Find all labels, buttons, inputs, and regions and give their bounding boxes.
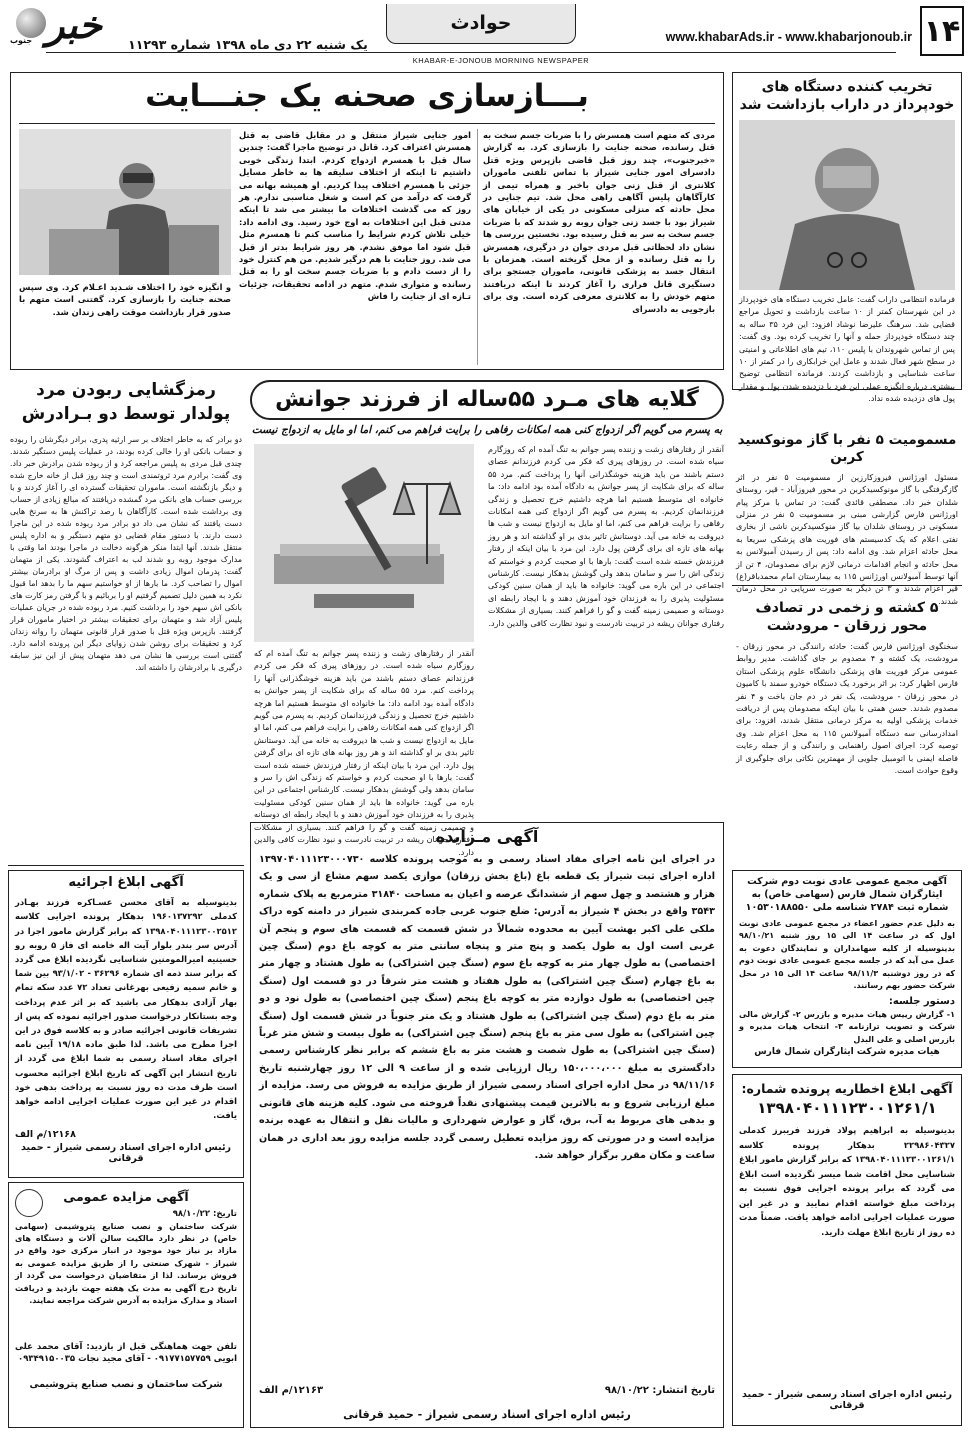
website: www.khabarAds.ir - www.khabarjonoub.ir	[665, 30, 912, 44]
page-number: ۱۴	[920, 6, 964, 56]
auction-signer: رئیس اداره اجرای اسناد رسمی شیراز - حمید قرقانی	[343, 1408, 631, 1421]
right-story3-title: ۵ کشته و زخمی در تصادف محور زرقان - مرودشت	[755, 600, 939, 634]
notice-left1-title: آگهی ابلاغ اجرائیه	[68, 875, 184, 890]
logo-sub: جنوب	[10, 36, 33, 45]
notice-left1	[8, 870, 244, 1178]
right-story1-title: تخریب کننده دستگاه های خودپرداز در داراب بازداشت شد	[739, 79, 955, 113]
right-story3-body: سخنگوی اورژانس فارس گفت: حادثه رانندگی در محور زرقان - مرودشت، یک کشته و ۴ مصدوم بر جای گذاشت. مدیر روابط عمومی مرکز فوریت های پزشکی دانشگاه علوم پزشکی استان فارس اظهار کرد: بر اثر برخورد یک دستگاه خودرو سمند با کامیون در محور زرقان - مرودشت، یک نفر در دم جان باخت و ۴ نفر مصدوم شدند. حسن همتی با بیان اینکه مصدومان پس از دریافت خدمات پزشکی اولیه به مرکز درمانی منتقل شدند، افزود: برای امدادرسانی سه دستگاه آمبولانس ۱۱۵ به محل اعزام شد. وی توصیه کرد: اجرای اصول راهنمایی و رانندگی و از جمله رعایت فاصله ایمنی با اتومبیل جلویی از مهمترین نکاتی برای جلوگیری از وقوع حوادث است.	[736, 642, 958, 776]
auction-number: ۱۲۱۶۳/م الف	[259, 1385, 324, 1396]
left-story-title: رمزگشایی ربودن مرد پولدار توسط دو بـرادرش	[21, 380, 231, 424]
left-story-body: دو برادر که به خاطر اختلاف بر سر ارثیه پدری، برادر دیگرشان را ربوده و حساب بانکی او را خالی کرده بودند، در عملیات پلیس دستگیر شدند. چندی قبل مردی به پلیس مراجعه کرد و از ربوده شدن برادرش خبر داد. وی گفت: برادرم مرد ثروتمندی است و چند روز قبل از خانه خارج شده و دیگر بازنگشته است. ماموران تحقیقات گسترده ای را آغاز کردند و با بررسی حساب های بانکی مرد گمشده دریافتند که مبالغ زیادی از حساب وی برداشت شده است. کارآگاهان با رصد تراکنش ها به سرنخ هایی دست یافتند که نشان می داد دو برادر مرد ربوده شده در این ماجرا دست دارند. با دستور مقام قضایی دو متهم دستگیر و به اداره پلیس منتقل شدند. آنها ابتدا منکر هرگونه دخالت در ماجرا بودند اما وقتی با مدارک موجود روبه رو شدند لب به اعتراف گشودند. یکی از متهمان گفت: پدرمان اموال زیادی داشت و پس از مرگ او برادرمان بیشتر اموال را تصاحب کرد. ما بارها از او خواستیم سهم ما را بدهد اما قبول نکرد به همین دلیل تصمیم گرفتیم او را بربائیم و با گرفتن رمز کارت های بانکی اش سهم خود را برداشت کنیم. مرد ربوده شده در جریان عملیات پلیس آزاد شد و متهمان برای تحقیقات بیشتر در اختیار ماموران قرار گرفتند. بازپرس ویژه قتل با صدور قرار قانونی متهمان را روانه زندان کرد و تحقیقات برای روشن شدن زوایای دیگر این پرونده ادامه دارد. گفتنی است بررسی ها نشان می دهد متهمان پیش از این نیز سابقه درگیری با برادرشان را داشته اند.	[10, 435, 242, 672]
auction-notice	[250, 822, 724, 1428]
right-story2-title: مسمومیت ۵ نفر با گاز مونوکسید کربن	[737, 432, 957, 465]
col-divider	[477, 129, 478, 365]
main-story	[10, 72, 724, 370]
notice-left2-date: تاریخ: ۹۸/۱۰/۲۲	[172, 1208, 237, 1219]
company-logo-icon	[15, 1189, 43, 1217]
section-title: حوادث	[450, 12, 512, 34]
main-story-title: بـــازسازی صحنه یک جنـــایت	[145, 78, 589, 114]
auction-footer	[259, 1385, 715, 1401]
notice-assembly-signer: هیات مدیره شرکت ایثارگران شمال فارس	[754, 1047, 940, 1057]
right-story1-body: فرمانده انتظامی داراب گفت: عامل تخریب دستگاه های خودپرداز در این شهرستان کمتر از ۱۰ ساعت بازداشت و تحویل مراجع قضایی شد. سرهنگ علیرضا نوشاد افزود: این فرد ۳۵ ساله به چند دستگاه خودپرداز حمله و آنها را تخریب کرده بود. وی گفت: پس از تماس شهروندان با پلیس ۱۱۰، تیم های اطلاعاتی و امنیتی در سطح شهر فعال شدند و عامل این خرابکاری را در کمتر از ۱۰ ساعت شناسایی و بازداشت کردند. فرمانده انتظامی توضیح بیشتری درباره انگیزه عملی این فرد با دزدیده شدن پول و مقدار پول های دزدیده شده نداد.	[739, 295, 956, 404]
notice-left2-contact: تلفن جهت هماهنگی قبل از بازدید: آقای محمد علی ابویی ۰۹۱۷۷۱۵۷۷۵۹ - آقای مجید نجات ۰۹۳۴۹۱۵۰۰۳۵	[15, 1341, 237, 1365]
notice-left2-title: آگهی مزایده عمومی	[63, 1189, 189, 1204]
main-story-col2: امور جنایی شیراز منتقل و در مقابل قاضی به قتل همسرش اعتراف کرد. قاتل در توضیح ماجرا گفت: چندین سال قبل با همسرم ازدواج کردم. ابتدا زندگی خوبی داشتیم تا اینکه از اختلاف سلیقه ها به خاطر مسایل جزئی با همسرم اختلاف پیدا کردیم. او همیشه بهانه می گرفت که درآمد من کم است و شغل مناسبی ندارم. هر روز که می گذشت اختلافات ما بیشتر می شد تا اینکه مدتی قبل این اختلافات به اوج خود رسید. وی ادامه داد: خیلی تلاش کردم شرایط را مناسب کنم تا همسرم مثل قبل شود اما موفق نشدم. هر روز شرایط بدتر از قبل می شد. روز جنایت با هم درگیر شدیم. من هم کنترل خود را از دست دادم و با ضربات جسم سخت او را به قتل رسانده و متواری شدم. متهم در ادامه تحقیقات، جزئیات تـازه ای از جنایت را فاش	[239, 130, 471, 302]
notice-assembly-title: آگهی مجمع عمومی عادی نوبت دوم شرکت ایثارگران شمال فارس (سهامی خاص) به شماره ثبت ۲۷۸۴ شناسه ملی ۱۰۵۳۰۱۸۸۵۵۰	[745, 876, 949, 913]
main-story-col3: و انگیزه خود را اختلاف شـدید اعـلام کرد. وی سپس صحنه جنایت را بازسازی کرد. گفتنی است متهم با صدور قرار بازداشت موقت راهی زندان شد.	[19, 282, 231, 317]
notice-left2-body: شرکت ساختمان و نصب صنایع پتروشیمی (سهامی خاص) در نظر دارد مالکیت سالن آلات و دستگاه های مازاد بر نیاز خود موجود در انبار مرکزی خود واقع در شیراز - شهرک صنعتی را از طریق مزایده عمومی به فروش برساند. لذا از متقاضیان درخواست می گردد از تاریخ درج آگهی به مدت یک هفته جهت بازدید و دریافت اسناد و مدارک مزایده به آدرس شرکت مراجعه نمایند.	[15, 1221, 237, 1306]
main-story-col1: مردی که متهم است همسرش را با ضربات جسم سخت به قتل رسانده، صحنه جنایت را بازسازی کرد. به گزارش «خبرجنوب»، چند روز قبل قاضی بازپرس ویژه قتل دادسرای امور جنایی شیراز با تماس تلفنی ماموران کلانتری از قتل زنی جوان باخبر و همراه تیمی از کارآگاهان پلیس آگاهی راهی محل شد. تیم جنایی در محل حادثه که منزلی مسکونی در یکی از خیابان های شیراز بود با جسد زنی جوان روبه رو شدند که با ضربات جسم سخت به سر به قتل رسیده بود. نخستین بررسی ها نشان داد لحظاتی قبل مردی جوان در درگیری، همسرش را به قتل رسانده و از محل گریخته است. همزمان با انتقال جسد به پزشکی قانونی، ماموران جستجو برای دستگیری قاتل فراری را آغاز کردند تا اینکه دریافتند متهم خودش را به کلانتری معرفی کرده است. وی برای بازجویی به دادسرای	[483, 130, 715, 314]
masthead	[6, 4, 964, 64]
notice-left1-number: ۱۲۱۶۸/م الف	[15, 1129, 76, 1141]
auction-title: آگهی مـزایده	[435, 827, 539, 846]
section-banner	[386, 4, 576, 44]
notice-left1-body: بدینوسیله به آقای محسن عسـاکره فرزند بهـادر کدملی ۱۹۶۰۱۳۷۲۹۲ بدهکار پرونده اجرایی کلاسه ۱۳۹۸۰۴۰۱۱۱۲۳۰۰۲۵۱۲ که برابر گزارش مامور اجرا در آدرس سر بندر بلوار آیت اله خامنه ای فاز ۵ روبه رو حسینیه امیرالمومنین شناسایی نگردیده ابلاغ می گردد که برابر سند ذمه ای شماره ۳۶۲۹۶ - ۹۳/۱/۰۲ بین شما و خانم سمیه رفیعی بهرغانی تعداد ۷۲ عدد سکه تمام بهار آزادی بدهکار می باشید که بر اثر عدم پرداخت وجه بستانکار درخواست صدور اجرائیه نموده که پس از تشریفات قانونی اجرائیه صادر و به کلاسه فوق در این اجرا مطرح می باشد. لذا طبق ماده ۱۹/۱۸ آیین نامه اجرای مفاد اسناد رسمی به شما ابلاغ می گردد از تاریخ انتشار این آگهی که تاریخ ابلاغ اجرائیه محسوب است ظرف مدت ده روز نسبت به پرداخت بدهی خود اقدام در غیر این صورت عملیات اجرایی ادامه خواهد یافت.	[15, 897, 238, 1121]
middle-story-continued	[254, 648, 474, 857]
issue-date: یک شنبه ۲۲ دی ماه ۱۳۹۸ شماره ۱۱۲۹۳	[128, 37, 368, 52]
gavel-photo	[254, 444, 474, 642]
middle-story-subtitle: به پسرم می گویم اگر ازدواج کنی همه امکانات رفاهی را برایت فراهم می کنم، اما او مایل به ازدواج نیست	[251, 424, 723, 436]
auction-publish-date: تاریخ انتشار: ۹۸/۱۰/۲۲	[604, 1385, 715, 1396]
middle-story-title: گلایه های مـرد ۵۵ساله از فرزند جوانش	[275, 387, 699, 412]
agenda-title: دستور جلسه:	[888, 996, 955, 1007]
middle-story-body-cont: آنقدر از رفتارهای زشت و زننده پسر جوانم به تنگ آمده ام که روزگارم سیاه شده است. در روزهای پیری که فکر می کردم فرزندانم عصای دستم باشند من باید هزینه خوشگذرانی آنها را پرداخت کنم. مرد ۵۵ ساله که برای شکایت از پسر جوانش به دادگاه آمده بود ادامه داد: ما خانواده ای متوسط هستیم اما هرچه داشتیم خرج تحصیل و زندگی فرزندانمان کردیم. به پسرم می گویم اگر ازدواج کنی همه امکانات رفاهی را برایت فراهم می کنم، اما او مایل به ازدواج نیست و شب ها دیروقت به خانه می آید. دوستانش تاثیر بدی بر او گذاشته اند و هر روز بهانه های تازه ای برای گرفتن پول دارد. این مرد با بیان اینکه از رفتار فرزندش خسته شده است گفت: بارها با او صحبت کردم و خواستم که زندگی اش را سر و سامان بدهد ولی گوشش بدهکار نیست. کارشناس اجتماعی در این باره می گوید: خانواده ها باید از همان سنین کودکی مسئولیت پذیری را به فرزندان خود آموزش دهند و با ایجاد رابطه ای دوستانه و صمیمی زمینه گفت و گو را فراهم کنند. بسیاری از مشکلات رفتاری جوانان ریشه در تربیت نادرست و نبود نظارت کافی والدین دارد.	[254, 649, 474, 857]
notice-file-body: بدینوسیله به ابراهیم پولاد فرزند فریبرز کدملی ۲۲۹۸۶۰۴۳۲۷ بدهکار پرونده کلاسه ۱۳۹۸۰۴۰۱۱۱۲۳۰۰۱۲۶۱/۱ که برابر گزارش مامور ابلاغ شناسایی محل اقامت شما میسر نگردیده است ابلاغ می گردد که برابر پرونده اجرایی فوق نسبت به پرداخت مبلغ خواسته اقدام نمایید و در غیر این صورت عملیات اجرایی ادامه خواهد یافت. ضمناً مدت ده روز از تاریخ ابلاغ مهلت دارید.	[739, 1125, 955, 1237]
notice-left2-signer: شرکت ساختمان و نصب صنایع پتروشیمی	[29, 1378, 223, 1390]
notice-left2	[8, 1182, 244, 1428]
globe-icon	[16, 8, 46, 38]
notice-file	[732, 1074, 962, 1426]
notice-assembly-body: به دلیل عدم حضور اعضاء در مجمع عمومی عادی نوبت اول که در ساعت ۱۴ الی ۱۵ روز شنبه ۹۸/۱۰/۲۱ بدینوسیله از کلیه سهامداران و نمایندگان دعوت به عمل می آید که در جلسه مجمع عمومی عادی نوبت دوم که در روز دوشنبه ۹۸/۱۱/۳ ساعت ۱۴ الی ۱۵ در محل شرکت حضور بهم رسانند.	[739, 919, 955, 991]
english-name: KHABAR-E-JONOUB MORNING NEWSPAPER	[412, 56, 590, 65]
suspect-photo	[19, 129, 231, 275]
logo-text: خبر	[46, 3, 102, 47]
notice-file-title: آگهی ابلاغ اخطاریه پرونده شماره:	[741, 1081, 953, 1096]
title-divider	[19, 123, 715, 124]
right-story3	[732, 590, 962, 864]
notice-file-signer: رئیس اداره اجرای اسناد رسمی شیراز - حمید قرقانی	[741, 1389, 953, 1412]
right-story2-body: مسئول اورژانس فیروزکارزین از مسمومیت ۵ نفر در اثر گازگرفتگی با گاز مونوکسیدکربن در محور فیروزآباد - قیر، روستای شلدان خبر داد. مصطفی قائدی گفت: در تماس با مرکز پیام اورژانس فارس گزارشی مبنی بر مسمومیت ۵ نفر در منزلی مسکونی در روستای شلدان بیا گاز منوکسیدکربن ناشی از بخاری نفتی اعلام که یک کدسیستم های فوریت های پزشکی سریعا به محل حادثه اعزام شد. وی ادامه داد: پس از رسیدن آمبولانس به محل حادثه و انجام اقدامات درمانی لازم برای مصدومان، ۴ تن از آنها توسط آمبولانس اورژانس ۱۱۵ به بیمارستان امام محمدباقر(ع) قیر اعزام شدند و ۳ تن دیگر به صورت سرپایی در محل درمان شدند.	[736, 472, 959, 606]
right-story1	[732, 72, 962, 404]
notice-assembly	[732, 870, 962, 1068]
left-story	[8, 376, 244, 866]
middle-story-banner	[250, 380, 724, 420]
newspaper-logo	[10, 3, 108, 58]
notice-left1-signer: رئیس اداره اجرای اسناد رسمی شیراز - حمید قرقانی	[20, 1142, 232, 1165]
right-story2	[732, 396, 962, 606]
agenda-items: ۱- گزارش رییس هیات مدیره و بازرس ۲- گزارش مالی شرکت و تصویب ترازنامه ۳- انتخاب هیات مدیره و بازرس اصلی و علی البدل	[739, 1010, 955, 1044]
arrested-man-photo	[739, 120, 955, 290]
auction-body: در اجرای این نامه اجرای مفاد اسناد رسمی و به موجب پرونده کلاسه ۱۳۹۷۰۴۰۱۱۱۲۳۰۰۰۷۳۰ اداره اجرای ثبت شیراز یک قطعه باغ (باغ بخش زرقان) موازی یکصد سهم مشاع از سی و یک هزار و هشتصد و چهل سهم از ششدانگ عرصه و اعیان به مساحت ۳۱۸۴۰ مترمربع به پلاک شماره ۳۵۴۳ واقع در بخش ۴ شیراز به آدرس: ضلع جنوب غربی جاده کمربندی شیراز در دامنه کوه دراک ملکی علی اکبر بهشت آیین به محدوده شمالاً در شش قسمت که قسمت های سوم و پنجم آن غربی است اول به طول یکصد و پنج متر و پنجاه سانتی متر به کوچه باغ دوم (سنگ چین اختصاصی) به طول چهار متر به کوچه باغ سوم (سنگ چین اشتراکی) به طول هشتاد و چهار متر به باغ چهارم (سنگ چین اشتراکی) به طول هفتاد و هشت متر شرقاً در دو قسمت اول (سنگ چین اختصاصی) به طول دوازده متر به کوچه باغ پنجم (سنگ چین اختصاصی) به طول نود و دو متر به باغ دوم (سنگ چین اشتراکی) به طول هشتاد و یک متر جنوباً در شش قسمت اول (سنگ چین اشتراکی) به طول سی متر به باغ پنجم (سنگ چین اشتراکی) به طول بیست و شش متر غرباً (سنگ چین اشتراکی) به طول شصت و هشت متر به باغ ششم که برابر نظر کارشناس رسمی دادگستری به مبلغ ۱۵۰،۰۰۰،۰۰۰ ریال ارزیابی شده و از ساعت ۹ الی ۱۲ روز چهارشنبه تاریخ ۹۸/۱۱/۱۶ در محل اداره اجرای اسناد رسمی شیراز از طریق مزایده به فروش می رسد. مزایده از مبلغ ارزیابی شروع و به بالاترین قیمت پیشنهادی نقداً فروخته می شود. کلیه هزینه های قانونی و بدهی های مربوط به آب، برق، گاز و عوارض شهرداری و مالیات نقل و انتقال به عهده برنده مزایده است و در صورتی که روز مزایده تعطیل رسمی گردد جلسه مزایده روز بعد اداری در همان ساعت و مکان مقرر برگزار خواهد شد.	[259, 854, 715, 1161]
notice-file-number: ۱۳۹۸۰۴۰۱۱۱۲۳۰۰۱۲۶۱/۱	[757, 1098, 937, 1117]
middle-story-body: آنقدر از رفتارهای زشت و زننده پسر جوانم به تنگ آمده ام که روزگارم سیاه شده است. در روزهای پیری که فکر می کردم فرزندانم عصای دستم باشند من باید هزینه خوشگذرانی آنها را پرداخت کنم. مرد ۵۵ ساله که برای شکایت از پسر جوانش به دادگاه آمده بود ادامه داد: ما خانواده ای متوسط هستیم اما هرچه داشتیم خرج تحصیل و زندگی فرزندانمان کردیم. به پسرم می گویم اگر ازدواج کنی همه امکانات رفاهی را برایت فراهم می کنم، اما او مایل به ازدواج نیست و شب ها دیروقت به خانه می آید. دوستانش تاثیر بدی بر او گذاشته اند و هر روز بهانه های تازه ای برای گرفتن پول دارد. این مرد با بیان اینکه از رفتار فرزندش خسته شده است گفت: بارها با او صحبت کردم و خواستم که زندگی اش را سر و سامان بدهد ولی گوشش بدهکار نیست. کارشناس اجتماعی در این باره می گوید: خانواده ها باید از همان سنین کودکی مسئولیت پذیری را به فرزندان خود آموزش دهند و با ایجاد رابطه ای دوستانه و صمیمی زمینه گفت و گو را فراهم کنند. بسیاری از مشکلات رفتاری جوانان ریشه در تربیت نادرست و نبود نظارت کافی والدین دارد.	[488, 445, 724, 628]
